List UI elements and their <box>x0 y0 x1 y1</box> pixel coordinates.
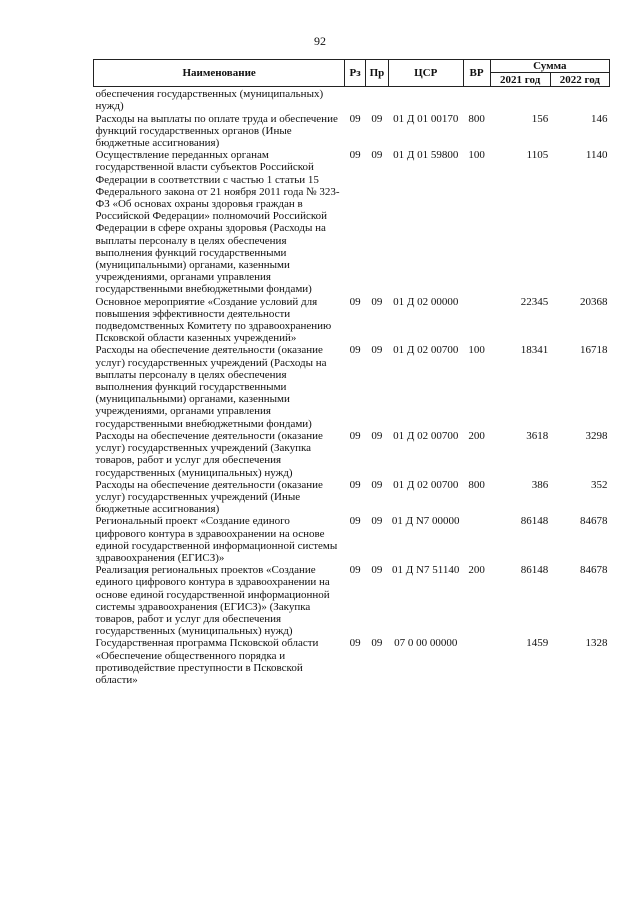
row-name: Расходы на обеспечение деятельности (оказание услуг) государственных учреждений (Расходы на выплаты персоналу в целях обеспечения выполнения функций государственными (муниципальными) органами, казенными учреждениями, органами управления государственными внебюджетными фондами) <box>95 344 327 430</box>
header-year-2021: 2021 год <box>490 73 550 87</box>
row-pr <box>366 87 389 113</box>
row-pr: 09 <box>371 515 383 528</box>
row-sum-2022: 146 <box>591 112 608 125</box>
row-name: Расходы на обеспечение деятельности (оказание услуг) государственных учреждений (Иные бюджетные ассигнования) <box>95 478 323 516</box>
row-sum-2021: 156 <box>531 112 549 125</box>
table-row <box>94 479 610 516</box>
row-vr <box>463 637 490 686</box>
row-vr <box>463 296 490 345</box>
page-number: 92 <box>314 34 326 48</box>
row-csr: 01 Д 02 00700 <box>393 478 459 491</box>
table-row <box>94 564 610 637</box>
row-pr: 09 <box>371 149 383 162</box>
row-name: Государственная программа Псковской области «Обеспечение общественного порядка и противодействие преступности в Псковской области» <box>95 637 319 686</box>
header-name: Наименование <box>94 60 345 87</box>
row-pr: 09 <box>371 429 383 442</box>
header-rz: Рз <box>345 60 366 87</box>
row-rz: 09 <box>349 295 361 308</box>
row-rz <box>345 87 366 113</box>
row-pr: 09 <box>371 637 383 650</box>
row-sum-2022: 3298 <box>585 429 608 442</box>
header-vr: ВР <box>463 60 490 87</box>
row-rz: 09 <box>349 429 361 442</box>
table-row <box>94 344 610 429</box>
table-header <box>94 60 610 87</box>
row-sum-2022: 1140 <box>585 149 608 162</box>
row-vr: 100 <box>468 149 485 162</box>
row-sum-2022: 84678 <box>580 564 608 577</box>
row-name: Реализация региональных проектов «Создание единого цифрового контура в здравоохранении на основе единой государственной информационной системы здравоохранения (ЕГИСЗ)» (Закупка товаров, работ и услуг для обеспечения государственных (муниципальных) нужд) <box>95 564 330 638</box>
row-sum-2021: 1459 <box>526 637 549 650</box>
row-vr: 800 <box>468 478 485 491</box>
row-csr: 01 Д 01 00170 <box>393 112 459 125</box>
row-sum-2022: 20368 <box>580 295 608 308</box>
row-pr: 09 <box>371 295 383 308</box>
row-rz: 09 <box>349 344 361 357</box>
row-pr: 09 <box>371 564 383 577</box>
row-sum-2021: 86148 <box>520 515 549 528</box>
table-row <box>94 515 610 564</box>
row-csr: 01 Д 02 00700 <box>393 344 459 357</box>
table-row <box>94 296 610 345</box>
row-csr: 01 Д 01 59800 <box>393 149 459 162</box>
row-sum-2021: 22345 <box>520 295 549 308</box>
row-sum-2022: 1328 <box>585 637 608 650</box>
header-sum: Сумма <box>490 60 609 73</box>
table-row <box>94 430 610 479</box>
row-vr: 100 <box>468 344 485 357</box>
row-pr: 09 <box>371 478 383 491</box>
row-sum-2021 <box>490 87 550 113</box>
row-sum-2021: 1105 <box>526 149 549 162</box>
row-rz: 09 <box>349 149 361 162</box>
row-csr: 07 0 00 00000 <box>394 637 458 650</box>
row-pr: 09 <box>371 112 383 125</box>
row-name: Расходы на обеспечение деятельности (оказание услуг) государственных учреждений (Закупка товаров, работ и услуг для обеспечения государственных (муниципальных) нужд) <box>95 429 323 479</box>
row-vr: 200 <box>468 429 485 442</box>
row-pr: 09 <box>371 344 383 357</box>
row-name: Осуществление переданных органам государственной власти субъектов Российской Федерации в соответствии с частью 1 статьи 15 Федерального закона от 21 ноября 2011 года № 323-ФЗ «Об основах охраны здоровья граждан в Российской Федерации» полномочий Российской Федерации в сфере охраны здоровья (Расходы на выплаты персоналу в целях обеспечения выполнения функций государственными (муниципальными) органами, казенными учреждениями, органами управления государственными внебюджетными фондами) <box>95 149 340 296</box>
row-vr <box>463 87 490 113</box>
row-sum-2021: 386 <box>531 478 549 491</box>
table-row <box>94 637 610 686</box>
row-name: Региональный проект «Создание единого цифрового контура в здравоохранении на основе единой государственной информационной системы здравоохранения (ЕГИСЗ)» <box>95 515 338 564</box>
row-rz: 09 <box>349 515 361 528</box>
row-rz: 09 <box>349 637 361 650</box>
table-row <box>94 87 610 113</box>
row-sum-2021: 18341 <box>520 344 549 357</box>
row-sum-2022: 84678 <box>580 515 608 528</box>
header-pr: Пр <box>366 60 389 87</box>
table-row <box>94 113 610 150</box>
row-csr: 01 Д N7 00000 <box>391 515 460 528</box>
table-body <box>94 87 610 686</box>
row-rz: 09 <box>349 564 361 577</box>
row-sum-2022 <box>550 87 609 113</box>
row-rz: 09 <box>349 478 361 491</box>
row-vr: 800 <box>468 112 485 125</box>
row-name: обеспечения государственных (муниципальных) нужд) <box>95 88 324 113</box>
row-csr: 01 Д 02 00000 <box>393 295 459 308</box>
row-csr <box>388 87 463 113</box>
row-name: Расходы на выплаты по оплате труда и обеспечение функций государственных органов (Иные бюджетные ассигнования) <box>95 112 338 150</box>
row-vr: 200 <box>468 564 485 577</box>
header-year-2022: 2022 год <box>550 73 609 87</box>
row-sum-2022: 16718 <box>580 344 608 357</box>
header-csr: ЦСР <box>388 60 463 87</box>
row-rz: 09 <box>349 112 361 125</box>
row-csr: 01 Д 02 00700 <box>393 429 459 442</box>
row-sum-2021: 86148 <box>520 564 549 577</box>
row-sum-2022: 352 <box>591 478 608 491</box>
table-row <box>94 149 610 295</box>
row-name: Основное мероприятие «Создание условий для повышения эффективности деятельности подведомственных Комитету по здравоохранению Псковской области казенных учреждений» <box>95 295 332 345</box>
budget-table <box>93 59 610 686</box>
row-sum-2021: 3618 <box>526 429 549 442</box>
row-vr <box>463 515 490 564</box>
row-csr: 01 Д N7 51140 <box>392 564 460 577</box>
